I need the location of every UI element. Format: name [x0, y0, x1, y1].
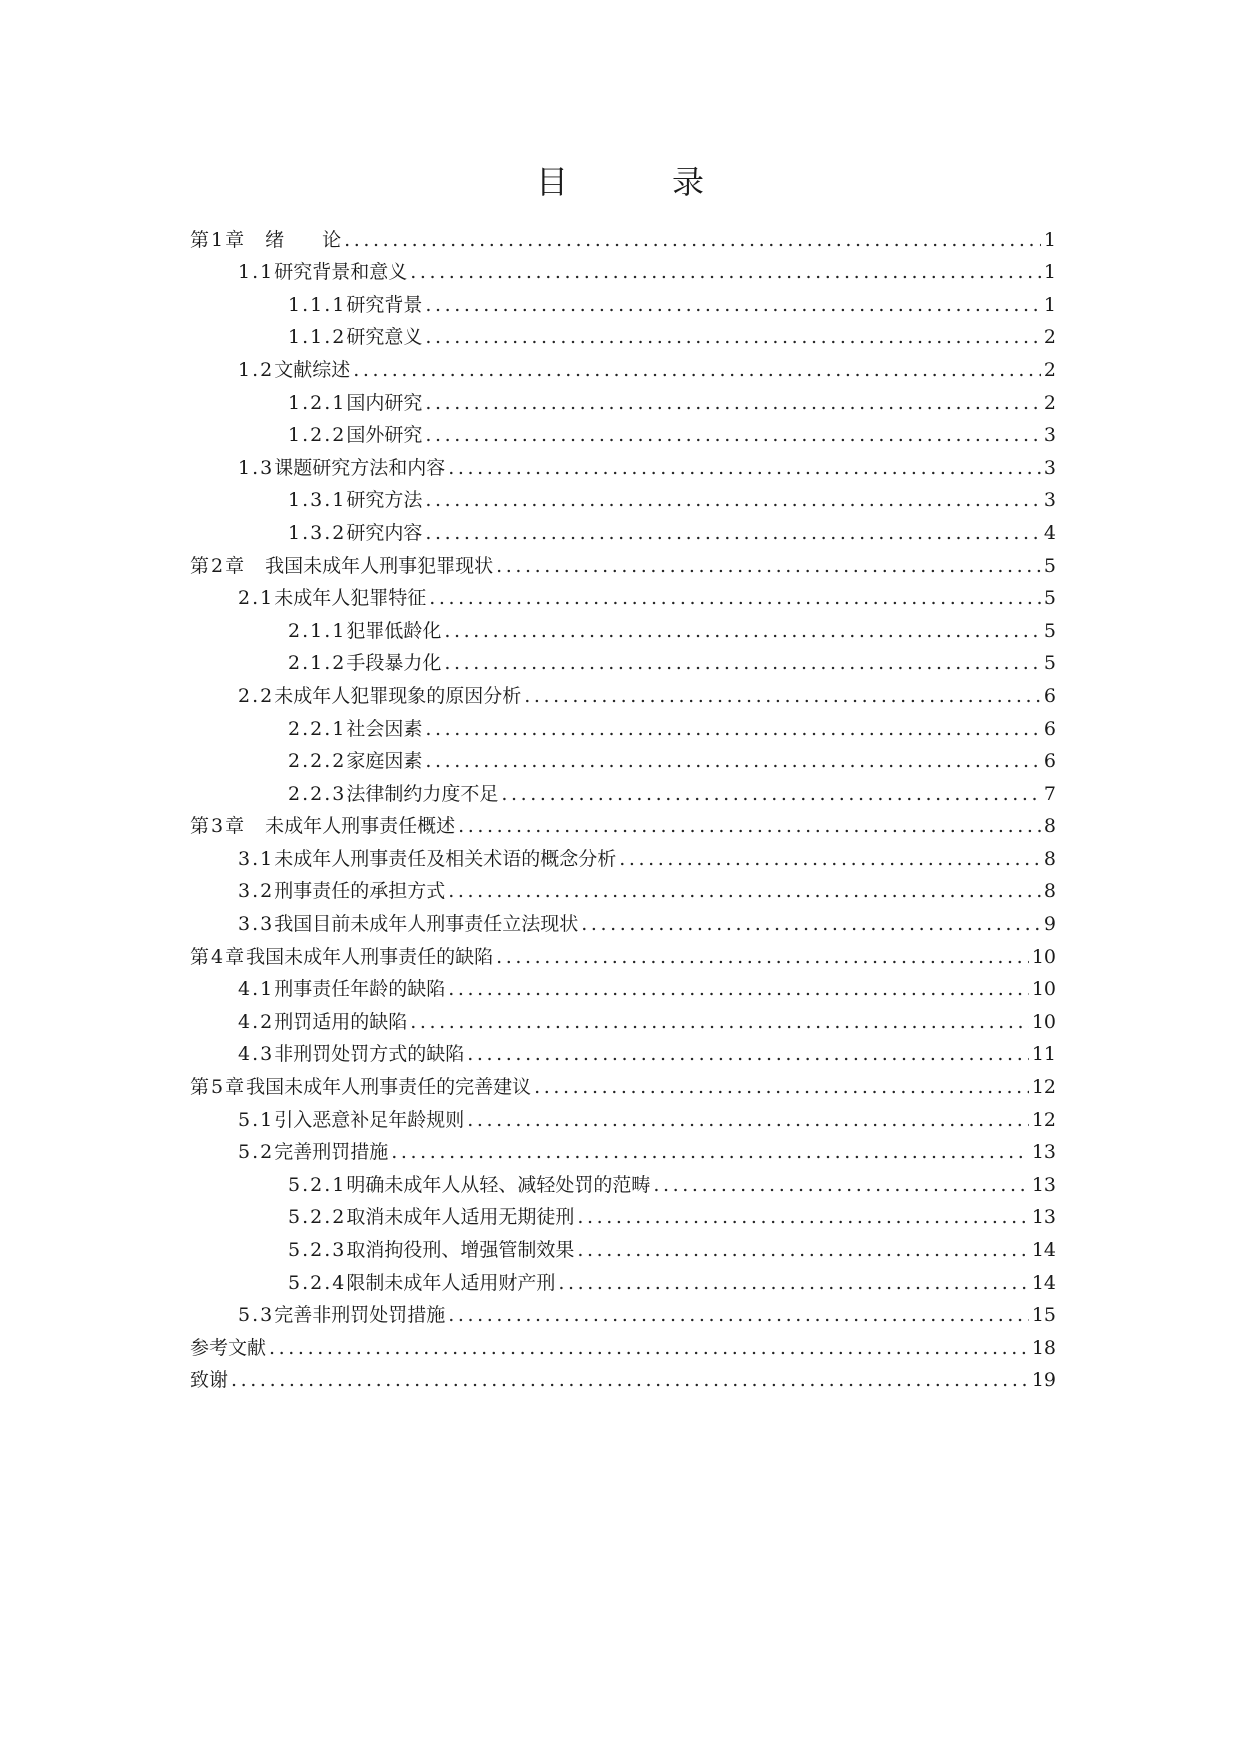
- toc-entry-page-number: 6: [1043, 750, 1056, 773]
- toc-dot-leader: [581, 911, 1041, 937]
- toc-entry-number: 第4章: [190, 945, 247, 968]
- toc-entry-number: 第1章: [190, 228, 247, 251]
- toc-dot-leader: [496, 553, 1041, 579]
- toc-dot-leader: [467, 1041, 1029, 1067]
- toc-entry-number: 4.1: [238, 978, 275, 1001]
- toc-entry-label: 犯罪低龄化: [346, 619, 442, 642]
- toc-entry-label: 研究方法: [346, 489, 423, 512]
- toc-entry-number: 2.1.1: [288, 619, 347, 642]
- toc-entry[interactable]: [190, 513, 1056, 546]
- toc-entry[interactable]: [190, 774, 1056, 807]
- toc-dot-leader: [425, 716, 1041, 742]
- toc-entry[interactable]: [190, 807, 1056, 840]
- toc-entry-page-number: 14: [1031, 1239, 1056, 1261]
- toc-entry[interactable]: [190, 579, 1056, 612]
- toc-dot-leader: [448, 1302, 1029, 1328]
- toc-entry-number: 3.1: [238, 847, 275, 870]
- toc-entry[interactable]: [190, 1263, 1056, 1296]
- toc-entry[interactable]: [190, 350, 1056, 383]
- toc-entry[interactable]: [190, 676, 1056, 709]
- toc-entry-label: 非刑罚处罚方式的缺陷: [274, 1043, 465, 1066]
- toc-entry-page-number: 6: [1043, 684, 1056, 707]
- toc-entry-label: 我国未成年人刑事责任的完善建议: [246, 1076, 532, 1099]
- toc-entry-number: 1.1.2: [288, 326, 347, 349]
- toc-entry-number: 1.2.1: [288, 391, 347, 414]
- toc-entry-page-number: 1: [1043, 261, 1056, 284]
- toc-entry-label: 我国目前未成年人刑事责任立法现状: [274, 913, 579, 936]
- toc-entry-page-number: 14: [1031, 1271, 1056, 1294]
- toc-entry-label: 法律制约力度不足: [346, 782, 499, 805]
- toc-entry-label: 研究内容: [346, 521, 423, 544]
- toc-entry[interactable]: [190, 1328, 1056, 1361]
- toc-entry[interactable]: [190, 1230, 1056, 1263]
- toc-dot-leader: [458, 813, 1041, 839]
- toc-dot-leader: [501, 781, 1041, 807]
- toc-entry-number: 5.1: [238, 1108, 275, 1131]
- toc-entry-number: 1.2.2: [288, 424, 347, 447]
- toc-entry-label: 我国未成年人刑事犯罪现状: [246, 554, 494, 577]
- toc-entry-page-number: 1: [1043, 293, 1056, 316]
- toc-entry-page-number: 8: [1043, 847, 1056, 870]
- toc-entry[interactable]: [190, 1361, 1056, 1394]
- toc-entry-page-number: 10: [1031, 945, 1056, 968]
- toc-entry-page-number: 6: [1043, 717, 1056, 740]
- toc-entry-page-number: 1: [1043, 228, 1056, 251]
- toc-entry-number: 2.2.1: [288, 717, 347, 740]
- toc-entry-page-number: 9: [1043, 913, 1056, 936]
- toc-entry[interactable]: [190, 742, 1056, 775]
- toc-dot-leader: [524, 683, 1041, 709]
- toc-dot-leader: [231, 1367, 1029, 1393]
- toc-entry-page-number: 5: [1043, 587, 1056, 610]
- toc-entry-number: 1.1: [238, 261, 275, 284]
- toc-entry-number: 5.2.3: [288, 1239, 347, 1261]
- toc-entry[interactable]: [190, 1165, 1056, 1198]
- toc-entry-page-number: 10: [1031, 978, 1056, 1001]
- toc-entry-label: 家庭因素: [346, 750, 423, 773]
- toc-dot-leader: [269, 1335, 1029, 1361]
- toc-entry[interactable]: [190, 709, 1056, 742]
- toc-entry[interactable]: [190, 1100, 1056, 1133]
- toc-entry-label: 未成年人刑事责任概述: [246, 815, 456, 838]
- toc-entry-number: 4.2: [238, 1010, 275, 1033]
- toc-entry-page-number: 19: [1031, 1369, 1056, 1392]
- toc-entry-number: 3.2: [238, 880, 275, 903]
- toc-entry[interactable]: [190, 481, 1056, 514]
- toc-dot-leader: [448, 976, 1029, 1002]
- toc-entry[interactable]: [190, 383, 1056, 416]
- toc-entry-label: 限制未成年人适用财产刑: [346, 1271, 556, 1294]
- toc-dot-leader: [619, 846, 1041, 872]
- toc-dot-leader: [410, 259, 1041, 285]
- toc-entry-page-number: 5: [1043, 619, 1056, 642]
- toc-entry-label: 手段暴力化: [346, 652, 442, 675]
- toc-title: 目 录: [535, 163, 740, 201]
- toc-entry-number: 第2章: [190, 554, 247, 577]
- toc-entry-label: 致谢: [190, 1369, 229, 1392]
- toc-entry-label: 社会因素: [346, 717, 423, 740]
- toc-entry[interactable]: [190, 1198, 1056, 1231]
- toc-dot-leader: [496, 944, 1029, 970]
- toc-dot-leader: [344, 227, 1041, 253]
- toc-entry-page-number: 7: [1043, 782, 1056, 805]
- toc-entry-number: 1.3.2: [288, 521, 347, 544]
- toc-entry[interactable]: [190, 872, 1056, 905]
- toc-entry-number: 5.3: [238, 1304, 275, 1327]
- toc-entry-label: 研究背景和意义: [274, 261, 408, 284]
- toc-entry[interactable]: [190, 253, 1056, 286]
- toc-entry-label: 绪 论: [246, 228, 342, 251]
- toc-entry-number: 第3章: [190, 815, 247, 838]
- toc-entry-label: 研究意义: [346, 326, 423, 349]
- toc-entry-number: 1.3.1: [288, 489, 347, 512]
- toc-entry-label: 国内研究: [346, 391, 423, 414]
- toc-entry[interactable]: [190, 937, 1056, 970]
- toc-list: [190, 220, 1056, 1393]
- toc-entry-page-number: 12: [1031, 1108, 1056, 1131]
- toc-entry-page-number: 10: [1031, 1010, 1056, 1033]
- toc-entry-label: 完善非刑罚处罚措施: [274, 1304, 446, 1327]
- toc-dot-leader: [653, 1172, 1028, 1198]
- toc-entry-number: 5.2.4: [288, 1271, 347, 1294]
- toc-entry-label: 文献综述: [274, 358, 351, 381]
- toc-entry[interactable]: [190, 416, 1056, 449]
- toc-entry-page-number: 13: [1031, 1206, 1056, 1229]
- toc-entry-page-number: 11: [1031, 1043, 1056, 1066]
- toc-dot-leader: [558, 1270, 1028, 1296]
- toc-entry-label: 课题研究方法和内容: [274, 456, 446, 479]
- toc-entry-label: 参考文献: [190, 1336, 267, 1359]
- toc-entry-number: 2.2: [238, 684, 275, 707]
- toc-entry[interactable]: [190, 318, 1056, 351]
- toc-entry-page-number: 8: [1043, 815, 1056, 838]
- toc-entry-page-number: 2: [1043, 358, 1056, 381]
- toc-entry[interactable]: [190, 611, 1056, 644]
- toc-entry[interactable]: [190, 1035, 1056, 1068]
- toc-entry-number: 1.1.1: [288, 293, 347, 316]
- toc-entry-label: 未成年人刑事责任及相关术语的概念分析: [274, 847, 617, 870]
- toc-dot-leader: [425, 324, 1041, 350]
- toc-entry[interactable]: [190, 644, 1056, 677]
- toc-entry-label: 未成年人犯罪特征: [274, 587, 427, 610]
- toc-entry-page-number: 18: [1031, 1336, 1056, 1359]
- toc-entry-number: 5.2: [238, 1141, 275, 1164]
- toc-entry-number: 1.2: [238, 358, 275, 381]
- toc-entry-page-number: 5: [1043, 652, 1056, 675]
- toc-entry-number: 5.2.1: [288, 1173, 347, 1196]
- toc-dot-leader: [577, 1204, 1028, 1230]
- toc-dot-leader: [353, 357, 1041, 383]
- toc-entry-label: 取消未成年人适用无期徒刑: [346, 1206, 575, 1229]
- toc-dot-leader: [448, 878, 1041, 904]
- toc-dot-leader: [425, 390, 1041, 416]
- toc-dot-leader: [444, 650, 1041, 676]
- toc-dot-leader: [467, 1107, 1029, 1133]
- toc-entry-page-number: 13: [1031, 1141, 1056, 1164]
- toc-entry-page-number: 5: [1043, 554, 1056, 577]
- toc-entry-page-number: 13: [1031, 1173, 1056, 1196]
- toc-dot-leader: [425, 487, 1041, 513]
- toc-entry-number: 第5章: [190, 1076, 247, 1099]
- toc-entry[interactable]: [190, 448, 1056, 481]
- toc-entry-label: 刑事责任年龄的缺陷: [274, 978, 446, 1001]
- toc-entry[interactable]: [190, 220, 1056, 253]
- toc-entry-number: 5.2.2: [288, 1206, 347, 1229]
- toc-dot-leader: [577, 1237, 1028, 1263]
- toc-entry-number: 2.2.2: [288, 750, 347, 773]
- toc-entry-page-number: 12: [1031, 1076, 1056, 1099]
- toc-dot-leader: [410, 1009, 1029, 1035]
- toc-entry-label: 我国未成年人刑事责任的缺陷: [246, 945, 494, 968]
- toc-entry[interactable]: [190, 970, 1056, 1003]
- toc-entry-number: 2.1: [238, 587, 275, 610]
- toc-entry[interactable]: [190, 1002, 1056, 1035]
- toc-entry-label: 刑事责任的承担方式: [274, 880, 446, 903]
- toc-entry-number: 2.2.3: [288, 782, 347, 805]
- toc-dot-leader: [425, 748, 1041, 774]
- toc-entry-page-number: 2: [1043, 326, 1056, 349]
- toc-dot-leader: [429, 585, 1041, 611]
- toc-entry[interactable]: [190, 285, 1056, 318]
- toc-entry-page-number: 15: [1031, 1304, 1056, 1327]
- toc-entry[interactable]: [190, 1133, 1056, 1166]
- toc-entry-label: 引入恶意补足年龄规则: [274, 1108, 465, 1131]
- toc-entry-number: 3.3: [238, 913, 275, 936]
- toc-entry-page-number: 3: [1043, 456, 1056, 479]
- toc-entry[interactable]: [190, 904, 1056, 937]
- toc-entry[interactable]: [190, 546, 1056, 579]
- toc-dot-leader: [391, 1139, 1029, 1165]
- toc-entry-page-number: 3: [1043, 424, 1056, 447]
- toc-entry-label: 明确未成年人从轻、减轻处罚的范畴: [346, 1173, 651, 1196]
- toc-entry-page-number: 8: [1043, 880, 1056, 903]
- toc-entry[interactable]: [190, 1296, 1056, 1329]
- toc-dot-leader: [425, 292, 1041, 318]
- toc-entry-page-number: 3: [1043, 489, 1056, 512]
- toc-dot-leader: [425, 422, 1041, 448]
- toc-dot-leader: [444, 618, 1041, 644]
- toc-entry-page-number: 4: [1043, 521, 1056, 544]
- toc-entry[interactable]: [190, 1067, 1056, 1100]
- toc-entry-label: 未成年人犯罪现象的原因分析: [274, 684, 522, 707]
- toc-entry-number: 1.3: [238, 456, 275, 479]
- toc-entry-label: 刑罚适用的缺陷: [274, 1010, 408, 1033]
- toc-entry-label: 完善刑罚措施: [274, 1141, 389, 1164]
- toc-entry-number: 4.3: [238, 1043, 275, 1066]
- toc-dot-leader: [425, 520, 1041, 546]
- toc-dot-leader: [534, 1074, 1029, 1100]
- toc-entry-label: 取消拘役刑、增强管制效果: [346, 1239, 575, 1261]
- toc-entry-label: 研究背景: [346, 293, 423, 316]
- toc-entry[interactable]: [190, 839, 1056, 872]
- toc-entry-label: 国外研究: [346, 424, 423, 447]
- toc-dot-leader: [448, 455, 1041, 481]
- toc-entry-number: 2.1.2: [288, 652, 347, 675]
- toc-entry-page-number: 2: [1043, 391, 1056, 414]
